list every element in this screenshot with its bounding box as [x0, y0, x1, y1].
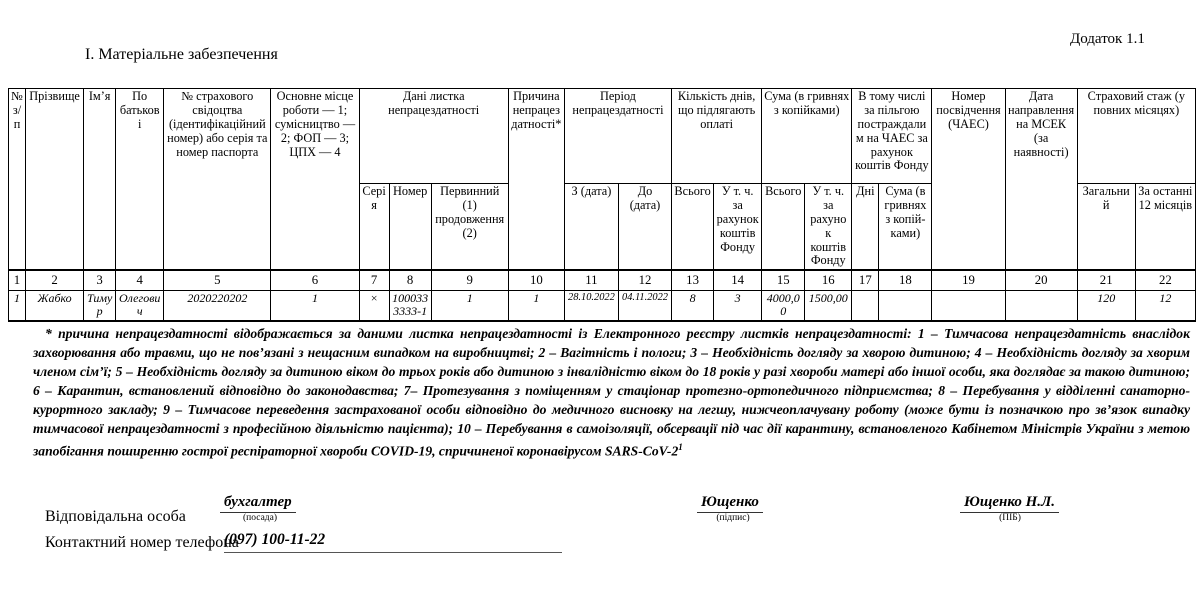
data-cell-record-total: 120	[1077, 290, 1135, 321]
header-cell-incapacity-cause: Причина непрацездатності*	[508, 89, 564, 271]
data-cell-primary: 1	[431, 290, 508, 321]
column-number: 14	[714, 270, 762, 290]
data-cell-chaes-days	[852, 290, 879, 321]
header-cell-number: Номер	[389, 184, 431, 271]
header-cell-record-12m: За останні 12 місяців	[1135, 184, 1195, 271]
header-group-payable-days: Кількість днів, що підлягають оплаті	[672, 89, 762, 184]
data-cell-from-date: 28.10.2022	[564, 290, 618, 321]
header-cell-np: № з/п	[9, 89, 26, 271]
header-cell-chaes-days: Дні	[852, 184, 879, 271]
responsible-person-label: Відповідальна особа	[45, 508, 186, 525]
header-group-sick-leave-data: Дані листка непрацездатності	[359, 89, 508, 184]
data-cell-surname: Жабко	[26, 290, 84, 321]
header-cell-insurance-no: № страхового свідоцтва (ідентифікаційний номер) або серія та номер паспорта	[164, 89, 271, 271]
signature-value: Ющенко	[697, 494, 763, 513]
data-cell-chaes-sum	[879, 290, 932, 321]
data-cell-sum-fund: 1500,00	[805, 290, 852, 321]
data-cell-name: Тимур	[84, 290, 116, 321]
column-number: 21	[1077, 270, 1135, 290]
column-number: 18	[879, 270, 932, 290]
header-cell-primary-continuation: Первинний (1) продовження (2)	[431, 184, 508, 271]
column-number-row	[9, 270, 1196, 290]
data-cell-chaes-cert	[932, 290, 1005, 321]
header-cell-from-date: З (дата)	[564, 184, 618, 271]
header-cell-surname: Прізвище	[26, 89, 84, 271]
name-value: Ющенко Н.Л.	[960, 494, 1059, 513]
header-cell-to-date: До (дата)	[618, 184, 671, 271]
column-number: 13	[672, 270, 714, 290]
footnote-superscript: 1	[678, 442, 683, 452]
column-number: 3	[84, 270, 116, 290]
signature-caption: (підпис)	[716, 513, 750, 523]
name-caption: (ПІБ)	[999, 513, 1021, 523]
footnote-text: * причина непрацездатності відображається за даними листка непрацездатності із Електронного реєстру листків непрацездатності: 1 – Тимчасова непрацездатність внаслідок захворювання або травми, що не пов’язані з нещасним випадком на виробництві; 2 – Вагітність і пологи; 3 – Необхідність догляду за хворою дитиною; 4 – Необхідність догляду за хворим членом сім’ї; 5 – Необхідність догляду за дитиною віком до трьох років або дитиною з інвалідністю віком до 18 років у разі хвороби матері або іншої особи, яка доглядає за такою дитиною; 6 – Карантин, встановлений відповідно до законодавства; 7– Протезування з поміщенням у стаціонар протезно-ортопедичного підприємства; 8 – Перебування у відділенні санаторно-курортного закладу; 9 – Тимчасове переведення застрахованої особи відповідно до медичного висновку на легшу, нижчеоплачувану роботу (може бути із позначкою про зв’язок випадку тимчасової непрацездатності з професійною діяльністю пацієнта); 10 – Перебування в самоізоляції, обсервації під час дії карантину, встановленого Кабінетом Міністрів України з метою запобігання поширенню гострої респіраторної хвороби COVID-19, спричиненої коронавірусом SARS-CoV-2	[33, 326, 1190, 459]
header-cell-workplace-type: Основне місце роботи — 1; сумісництво — 2; ФОП — 3; ЦПХ — 4	[271, 89, 359, 271]
header-cell-sum-total: Всього	[762, 184, 805, 271]
column-number: 8	[389, 270, 431, 290]
header-cell-patronymic: По батькові	[116, 89, 164, 271]
data-row	[9, 290, 1196, 321]
position-caption: (посада)	[243, 513, 277, 523]
header-cell-days-fund: У т. ч. за рахунок коштів Фонду	[714, 184, 762, 271]
header-cell-chaes-certificate: Номер посвідчення (ЧАЕС)	[932, 89, 1005, 271]
header-cell-sum-fund: У т. ч. за рахунок коштів Фонду	[805, 184, 852, 271]
column-number: 12	[618, 270, 671, 290]
column-number: 2	[26, 270, 84, 290]
benefits-table	[8, 88, 1196, 322]
header-group-incapacity-period: Період непрацездатності	[564, 89, 671, 184]
column-number: 11	[564, 270, 618, 290]
data-cell-cause: 1	[508, 290, 564, 321]
data-cell-patronymic: Олегович	[116, 290, 164, 321]
header-cell-record-total: Загальний	[1077, 184, 1135, 271]
column-number: 4	[116, 270, 164, 290]
appendix-label: Додаток 1.1	[1070, 31, 1145, 47]
data-cell-np: 1	[9, 290, 26, 321]
header-group-sum: Сума (в гривнях з копійками)	[762, 89, 852, 184]
phone-label: Контактний номер телефона	[45, 534, 239, 551]
data-cell-sum-total: 4000,00	[762, 290, 805, 321]
header-cell-days-total: Всього	[672, 184, 714, 271]
data-cell-number: 1000333333-1	[389, 290, 431, 321]
column-number: 19	[932, 270, 1005, 290]
data-cell-series: ×	[359, 290, 389, 321]
header-cell-msek-date: Дата направлення на МСЕК (за наявності)	[1005, 89, 1077, 271]
data-cell-record-12m: 12	[1135, 290, 1195, 321]
column-number: 16	[805, 270, 852, 290]
header-group-chaes-benefit: В тому числі за пільгою постраждалим на ЧАЕС за рахунок коштів Фонду	[852, 89, 932, 184]
column-number: 1	[9, 270, 26, 290]
data-cell-insurance-no: 2020220202	[164, 290, 271, 321]
header-group-row	[9, 89, 1196, 184]
header-cell-series: Серія	[359, 184, 389, 271]
position-value: бухгалтер	[220, 494, 296, 513]
data-cell-workplace-type: 1	[271, 290, 359, 321]
header-group-insurance-record: Страховий стаж (у повних місяцях)	[1077, 89, 1195, 184]
incapacity-cause-footnote	[33, 324, 1190, 461]
column-number: 6	[271, 270, 359, 290]
column-number: 22	[1135, 270, 1195, 290]
data-cell-msek-date	[1005, 290, 1077, 321]
column-number: 17	[852, 270, 879, 290]
data-cell-days-fund: 3	[714, 290, 762, 321]
header-cell-chaes-sum: Сума (в гривнях з копій-ками)	[879, 184, 932, 271]
column-number: 7	[359, 270, 389, 290]
data-cell-to-date: 04.11.2022	[618, 290, 671, 321]
column-number: 5	[164, 270, 271, 290]
column-number: 10	[508, 270, 564, 290]
header-cell-name: Ім’я	[84, 89, 116, 271]
column-number: 9	[431, 270, 508, 290]
section-title: І. Матеріальне забезпечення	[85, 46, 278, 63]
column-number: 20	[1005, 270, 1077, 290]
data-cell-days-total: 8	[672, 290, 714, 321]
phone-value: (097) 100-11-22	[224, 531, 562, 553]
column-number: 15	[762, 270, 805, 290]
